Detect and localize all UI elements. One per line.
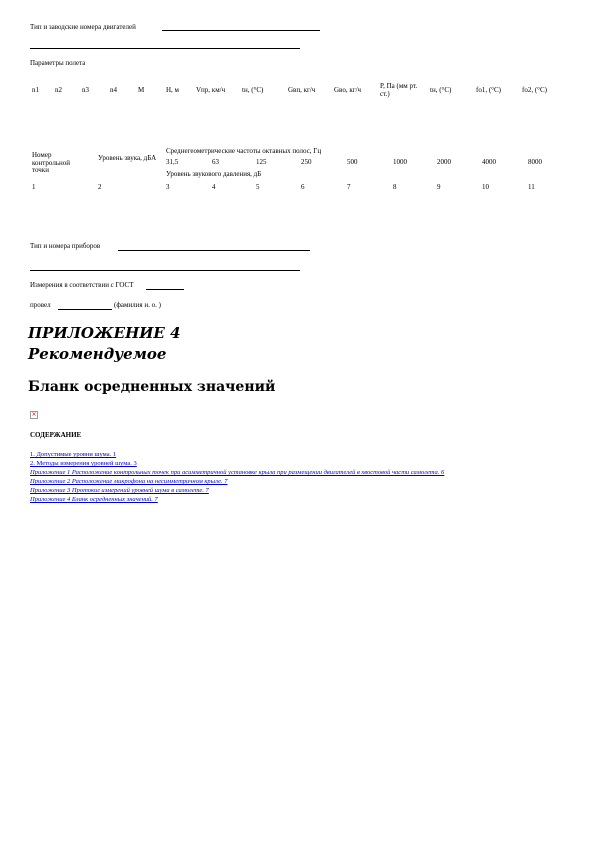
param-m: M bbox=[138, 86, 145, 94]
person-label: провел bbox=[30, 301, 51, 309]
contents-title: СОДЕРЖАНИЕ bbox=[30, 431, 82, 439]
freq-8000: 8000 bbox=[528, 158, 542, 166]
form-title: Бланк осредненных значений bbox=[28, 379, 276, 395]
col-num-3: 3 bbox=[166, 183, 170, 191]
table-freq-header: Среднегеометрические частоты октавных полос, Гц bbox=[166, 147, 322, 155]
param-tn: tн, (°С) bbox=[242, 86, 264, 94]
param-n4: n4 bbox=[110, 86, 117, 94]
col-num-1: 1 bbox=[32, 183, 36, 191]
col-num-7: 7 bbox=[347, 183, 351, 191]
table-col-point: Номер контрольной точки bbox=[32, 151, 71, 175]
param-fo1: fo1, (°С) bbox=[476, 86, 501, 94]
col-num-9: 9 bbox=[437, 183, 441, 191]
col-num-4: 4 bbox=[212, 183, 216, 191]
param-tn2: tн, (°С) bbox=[430, 86, 452, 94]
toc-link-6[interactable]: Приложение 4 Бланк осредненных значений. 7 bbox=[30, 496, 158, 503]
broken-image-icon: × bbox=[31, 411, 37, 418]
col-num-2: 2 bbox=[98, 183, 102, 191]
appendix-subtitle: Рекомендуемое bbox=[28, 345, 167, 363]
devices-fill-line bbox=[118, 250, 310, 251]
person-hint: (фамилия и. о. ) bbox=[114, 301, 161, 309]
table-spl-header: Уровень звукового давления, дБ bbox=[166, 170, 262, 178]
toc-link-2[interactable]: 2. Методы измерения уровней шума. 3 bbox=[30, 460, 137, 467]
toc-link-4[interactable]: Приложение 2 Расположение микрофона на несимметричном крыле. 7 bbox=[30, 478, 228, 485]
engine-fill-line bbox=[162, 30, 320, 31]
gost-fill-line bbox=[146, 289, 184, 290]
param-h: H, м bbox=[166, 86, 179, 94]
param-gvo: Gво, кг/ч bbox=[334, 86, 362, 94]
col-num-11: 11 bbox=[528, 183, 535, 191]
person-fill-line bbox=[58, 309, 112, 310]
freq-31: 31,5 bbox=[166, 158, 179, 166]
col-num-6: 6 bbox=[301, 183, 305, 191]
devices-fill-line-2 bbox=[30, 270, 300, 271]
col-num-8: 8 bbox=[393, 183, 397, 191]
table-col-level: Уровень звука, дБА bbox=[98, 154, 157, 162]
toc-link-5[interactable]: Приложение 3 Протокол измерений уровней шума в самолете. 7 bbox=[30, 487, 209, 494]
param-vpr: Vпр, км/ч bbox=[196, 86, 226, 94]
param-gvp: Gвп, кг/ч bbox=[288, 86, 316, 94]
param-n3: n3 bbox=[82, 86, 89, 94]
freq-125: 125 bbox=[256, 158, 267, 166]
freq-2000: 2000 bbox=[437, 158, 451, 166]
engine-label: Тип и заводские номера двигателей bbox=[30, 23, 136, 31]
gost-label: Измерения в соответствии с ГОСТ bbox=[30, 281, 134, 289]
toc-link-3[interactable]: Приложение 1 Расположение контрольных точек при асимметричной установке крыла при размещении двигателей в хвостовой части самолета. 6 bbox=[30, 469, 445, 476]
appendix-title: ПРИЛОЖЕНИЕ 4 bbox=[28, 324, 181, 342]
engine-fill-line-2 bbox=[30, 48, 300, 49]
toc-link-1[interactable]: 1. Допустимые уровни шума. 1 bbox=[30, 451, 117, 458]
param-n2: n2 bbox=[55, 86, 62, 94]
col-num-10: 10 bbox=[482, 183, 489, 191]
freq-1000: 1000 bbox=[393, 158, 407, 166]
col-num-5: 5 bbox=[256, 183, 260, 191]
devices-label: Тип и номера приборов bbox=[30, 242, 101, 250]
freq-63: 63 bbox=[212, 158, 219, 166]
freq-4000: 4000 bbox=[482, 158, 496, 166]
freq-500: 500 bbox=[347, 158, 358, 166]
params-title: Параметры полета bbox=[30, 59, 86, 67]
param-p: P, Па (мм рт. ст.) bbox=[380, 82, 418, 98]
freq-250: 250 bbox=[301, 158, 312, 166]
param-n1: n1 bbox=[32, 86, 39, 94]
param-fo2: fo2, (°С) bbox=[522, 86, 547, 94]
